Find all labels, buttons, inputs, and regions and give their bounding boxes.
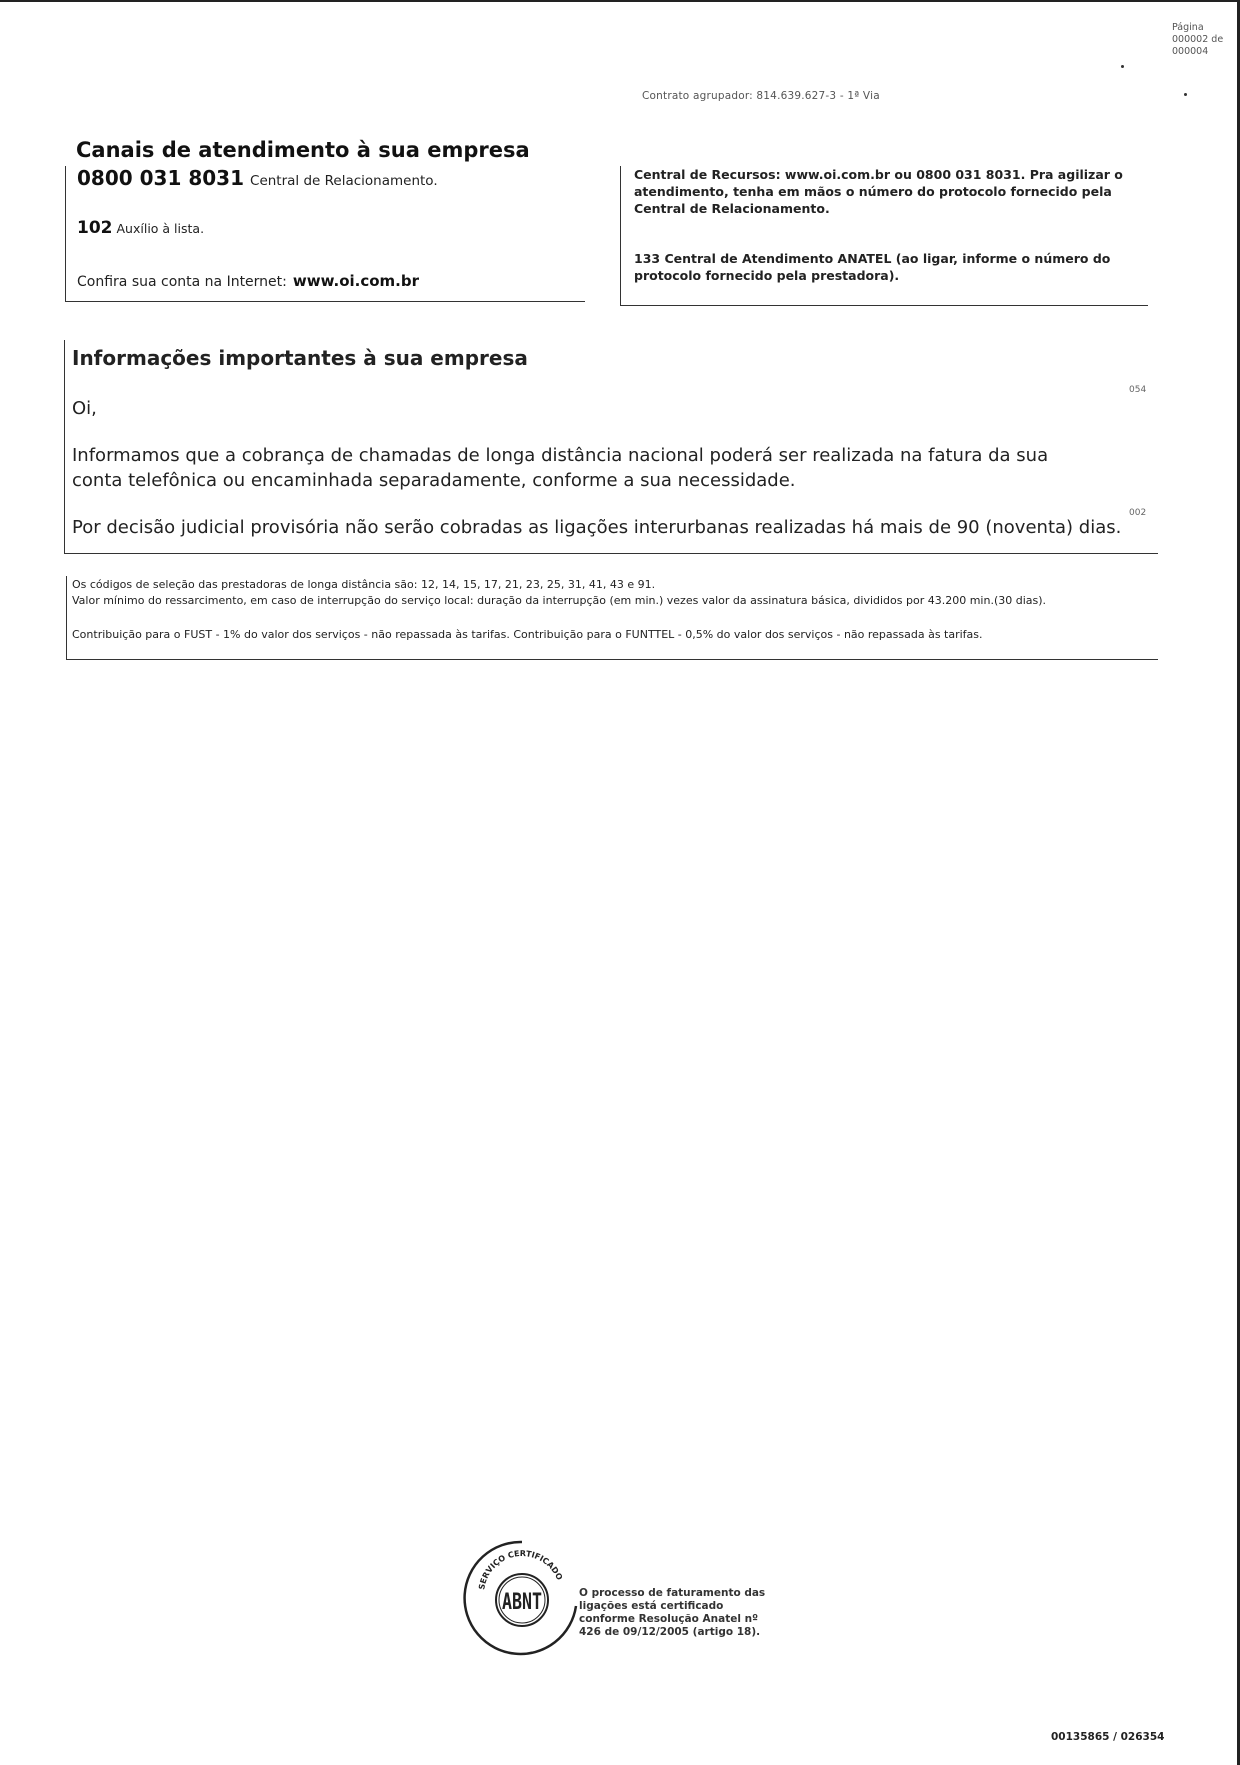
info-paragraph-1: Informamos que a cobrança de chamadas de longa distância nacional poderá ser realizada na fatura da sua conta telefônica ou encaminhada separadamente, conforme a sua necessidade. — [72, 445, 1049, 491]
certification-text: O processo de faturamento das ligações está certificado conforme Resolução Anatel nº 426 de 09/12/2005 (artigo 18). — [579, 1587, 766, 1638]
scan-speck — [1184, 93, 1187, 96]
info-greeting: Oi, — [72, 398, 97, 419]
internet-label: Confira sua conta na Internet: — [77, 274, 287, 290]
abnt-certification-logo — [462, 1538, 582, 1658]
phone-description: Central de Relacionamento. — [250, 173, 438, 189]
page-current: 000002 de — [1172, 34, 1224, 45]
recursos-text: Central de Recursos: www.oi.com.br ou 0800 031 8031. Pra agilizar o atendimento, tenha em mãos o número do protocolo fornecido pela Central de Relacionamento. — [634, 167, 1123, 216]
seal-text: SERVIÇO CERTIFICADO — [477, 1548, 565, 1591]
internet-line — [77, 272, 419, 290]
page-label: Página — [1172, 22, 1204, 33]
info-paragraph-2: Por decisão judicial provisória não serão cobradas as ligações interurbanas realizadas há mais de 90 (noventa) dias. — [72, 517, 1122, 538]
abnt-letters: ABNT — [502, 1590, 542, 1615]
note-refund: Valor mínimo do ressarcimento, em caso de interrupção do serviço local: duração da interrupção (em min.) vezes valor da assinatura básica, divididos por 43.200 min.(30 dias). — [72, 594, 1047, 607]
channels-box-right — [620, 166, 1148, 306]
scan-speck — [1121, 65, 1124, 68]
notes-box — [66, 576, 1158, 660]
contract-number: Contrato agrupador: 814.639.627-3 - 1ª Via — [642, 90, 880, 102]
phone-number: 0800 031 8031 — [77, 166, 245, 190]
channels-title: Canais de atendimento à sua empresa — [76, 138, 530, 162]
aux-line — [77, 218, 204, 238]
aux-number: 102 — [77, 218, 113, 238]
info-code-a: 054 — [1129, 385, 1147, 395]
page-indicator — [1172, 22, 1223, 58]
note-carrier-codes: Os códigos de seleção das prestadoras de longa distância são: 12, 14, 15, 17, 21, 23, 25, 31, 41, 43 e 91. — [72, 578, 656, 591]
aux-description: Auxílio à lista. — [116, 221, 205, 236]
info-code-b: 002 — [1129, 508, 1147, 518]
anatel-text: 133 Central de Atendimento ANATEL (ao ligar, informe o número do protocolo fornecido pela prestadora). — [634, 251, 1111, 283]
note-contributions: Contribuição para o FUST - 1% do valor dos serviços - não repassada às tarifas. Contribuição para o FUNTTEL - 0,5% do valor dos serviços - não repassada às tarifas. — [72, 628, 983, 641]
phone-line — [77, 166, 438, 190]
internet-url: www.oi.com.br — [292, 272, 420, 290]
document-code: 00135865 / 026354 — [1051, 1731, 1165, 1743]
info-title: Informações importantes à sua empresa — [72, 346, 528, 370]
info-box — [64, 340, 1158, 554]
channels-box-left — [65, 166, 585, 302]
page-total: 000004 — [1172, 46, 1209, 57]
